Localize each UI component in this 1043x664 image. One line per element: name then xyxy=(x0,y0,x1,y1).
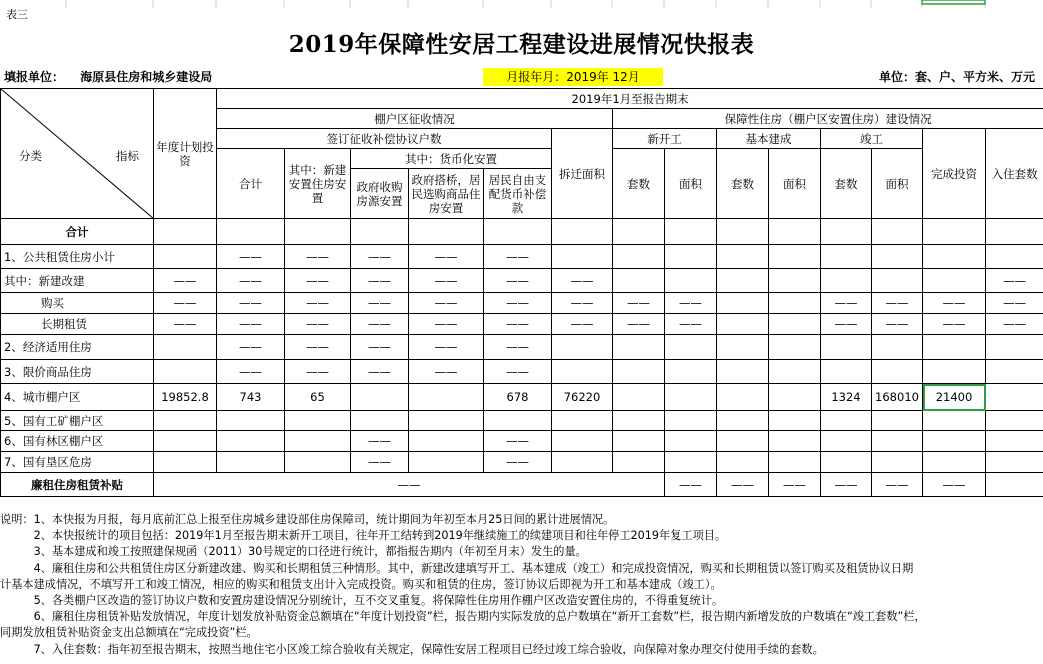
table-cell[interactable]: —— xyxy=(217,314,285,335)
table-cell[interactable] xyxy=(552,452,613,473)
table-cell[interactable] xyxy=(986,452,1043,473)
total-header: 合计 xyxy=(217,149,285,219)
row-label[interactable]: 5、国有工矿棚户区 xyxy=(1,411,154,431)
table-row xyxy=(1,360,1043,384)
completed-area-header: 面积 xyxy=(872,149,923,219)
table-cell[interactable] xyxy=(872,411,923,431)
table-cell[interactable] xyxy=(821,219,872,245)
table-cell[interactable] xyxy=(613,245,665,269)
table-cell[interactable] xyxy=(409,384,484,411)
table-cell[interactable]: —— xyxy=(217,245,285,269)
table-cell[interactable] xyxy=(717,219,769,245)
category-label: 分类 xyxy=(19,149,42,163)
table-cell[interactable] xyxy=(552,360,613,384)
table-cell[interactable] xyxy=(351,384,409,411)
table-row xyxy=(1,452,1043,473)
table-cell[interactable]: —— xyxy=(409,245,484,269)
table-cell[interactable] xyxy=(717,314,769,335)
table-cell[interactable] xyxy=(872,335,923,360)
table-cell[interactable] xyxy=(821,269,872,293)
progress-table xyxy=(0,88,1043,497)
occupied-header: 入住套数 xyxy=(986,129,1043,219)
table-cell[interactable] xyxy=(552,431,613,452)
table-cell[interactable] xyxy=(717,384,769,411)
table-cell[interactable]: 76220 xyxy=(552,384,613,411)
table-cell[interactable] xyxy=(217,431,285,452)
table-cell[interactable]: —— xyxy=(613,314,665,335)
table-cell[interactable] xyxy=(769,431,821,452)
completed-sets-header: 套数 xyxy=(821,149,872,219)
table-cell[interactable] xyxy=(665,411,717,431)
table-cell[interactable] xyxy=(986,360,1043,384)
table-cell[interactable]: —— xyxy=(154,269,217,293)
table-cell[interactable]: —— xyxy=(613,293,665,314)
table-cell[interactable] xyxy=(665,219,717,245)
table-cell[interactable]: 168010 xyxy=(872,384,923,411)
table-cell[interactable] xyxy=(665,360,717,384)
row-label[interactable]: 2、经济适用住房 xyxy=(1,335,154,360)
table-cell[interactable] xyxy=(409,452,484,473)
table-cell[interactable]: —— xyxy=(285,245,351,269)
table-cell[interactable] xyxy=(986,335,1043,360)
table-cell[interactable] xyxy=(217,452,285,473)
table-cell[interactable]: —— xyxy=(552,293,613,314)
table-cell[interactable] xyxy=(613,219,665,245)
table-cell[interactable] xyxy=(351,411,409,431)
table-cell[interactable] xyxy=(872,360,923,384)
table-cell[interactable] xyxy=(717,245,769,269)
table-cell[interactable] xyxy=(613,452,665,473)
table-cell[interactable] xyxy=(665,269,717,293)
table-cell[interactable]: 19852.8 xyxy=(154,384,217,411)
table-cell[interactable]: —— xyxy=(923,314,986,335)
table-cell[interactable] xyxy=(154,411,217,431)
table-cell[interactable]: —— xyxy=(217,293,285,314)
table-cell[interactable]: —— xyxy=(872,314,923,335)
table-cell[interactable]: —— xyxy=(552,314,613,335)
table-cell[interactable] xyxy=(872,269,923,293)
note-line: 2、本快报统计的项目包括：2019年1月至报告期末新开工项目，往年开工结转到2019年继续施工的续建项目和往年停工2019年复工项目。 xyxy=(0,529,727,543)
gov-bridge-header: 政府搭桥，居民选购商品住房安置 xyxy=(409,169,484,219)
table-cell[interactable]: 1324 xyxy=(821,384,872,411)
table-cell[interactable] xyxy=(717,452,769,473)
table-cell[interactable]: —— xyxy=(872,293,923,314)
table-cell[interactable]: —— xyxy=(217,335,285,360)
table-cell[interactable]: —— xyxy=(285,314,351,335)
table-cell[interactable] xyxy=(717,293,769,314)
reporting-unit-value: 海原县住房和城乡建设局 xyxy=(80,70,213,84)
table-cell[interactable] xyxy=(154,335,217,360)
table-cell[interactable] xyxy=(986,431,1043,452)
table-cell[interactable] xyxy=(821,411,872,431)
table-cell[interactable]: —— xyxy=(665,293,717,314)
table-cell[interactable] xyxy=(665,245,717,269)
note-line: 6、廉租住房租赁补贴发放情况，年度计划发放补贴资金总额填在“年度计划投资”栏，报告期内实际发放的总户数填在“新开工套数”栏，报告期内新增发放的户数填在“竣工套数”栏， xyxy=(0,610,926,624)
basic-header: 基本建成 xyxy=(717,129,821,149)
table-cell[interactable]: —— xyxy=(484,452,552,473)
table-cell[interactable] xyxy=(613,335,665,360)
table-cell[interactable]: —— xyxy=(665,473,717,497)
table-cell[interactable] xyxy=(217,219,285,245)
table-cell[interactable] xyxy=(613,431,665,452)
table-cell[interactable] xyxy=(923,269,986,293)
table-cell[interactable]: 743 xyxy=(217,384,285,411)
note-line: 计基本建成情况，不填写开工和竣工情况，相应的购买和租赁支出计入完成投资。购买和租赁的住房，签订协议后即视为开工和基本建成（竣工）。 xyxy=(0,577,722,591)
table-cell[interactable]: —— xyxy=(821,293,872,314)
table-cell[interactable] xyxy=(409,431,484,452)
table-cell[interactable] xyxy=(613,384,665,411)
note-line: 说明：1、本快报为月报，每月底前汇总上报至住房城乡建设部住房保障司，统计期间为年初至本月25日间的累计进展情况。 xyxy=(0,513,615,526)
table-cell[interactable]: —— xyxy=(351,293,409,314)
table-cell[interactable] xyxy=(769,219,821,245)
table-cell[interactable] xyxy=(821,245,872,269)
table-cell[interactable] xyxy=(986,411,1043,431)
table-cell[interactable]: —— xyxy=(821,473,872,497)
notes-section xyxy=(0,512,1043,658)
table-cell[interactable] xyxy=(821,431,872,452)
table-cell[interactable]: —— xyxy=(409,314,484,335)
row-label[interactable]: 3、限价商品住房 xyxy=(1,360,154,384)
completed-header: 竣工 xyxy=(821,129,923,149)
table-cell[interactable] xyxy=(769,293,821,314)
note-line: 7、入住套数：指年初至报告期末，按照当地住宅小区竣工综合验收有关规定，保障性安居工程项目已经过竣工综合验收，向保障对象办理交付使用手续的套数。 xyxy=(0,642,824,656)
self-buy-header: 居民自由支配货币补偿款 xyxy=(484,169,552,219)
table-cell[interactable] xyxy=(923,219,986,245)
construction-header: 保障性住房（棚户区安置住房）建设情况 xyxy=(613,109,1043,129)
table-cell[interactable] xyxy=(986,473,1043,497)
monetary-header: 其中：货币化安置 xyxy=(351,149,552,169)
table-row xyxy=(1,431,1043,452)
table-cell[interactable]: 678 xyxy=(484,384,552,411)
table-cell[interactable]: —— xyxy=(154,293,217,314)
table-cell[interactable] xyxy=(665,384,717,411)
table-cell[interactable]: —— xyxy=(217,360,285,384)
category-indicator-header xyxy=(1,89,154,219)
table-cell[interactable] xyxy=(769,360,821,384)
table-cell[interactable] xyxy=(665,431,717,452)
table-cell[interactable] xyxy=(872,219,923,245)
table-cell[interactable] xyxy=(154,431,217,452)
table-cell[interactable] xyxy=(923,360,986,384)
merged-cell[interactable]: —— xyxy=(154,473,665,497)
table-cell[interactable]: —— xyxy=(717,473,769,497)
table-cell[interactable] xyxy=(717,335,769,360)
row-label[interactable]: 廉租住房租赁补贴 xyxy=(1,473,154,497)
row-label[interactable]: 4、城市棚户区 xyxy=(1,384,154,411)
table-row xyxy=(1,269,1043,293)
table-row xyxy=(1,245,1043,269)
table-cell[interactable] xyxy=(923,411,986,431)
table-cell[interactable] xyxy=(285,452,351,473)
reporting-unit-label: 填报单位： xyxy=(4,70,65,84)
table-cell[interactable] xyxy=(665,335,717,360)
table-cell[interactable]: —— xyxy=(351,452,409,473)
table-cell[interactable] xyxy=(285,431,351,452)
new-build-header: 其中：新建安置住房安置 xyxy=(285,149,351,219)
new-start-area-header: 面积 xyxy=(665,149,717,219)
table-body xyxy=(1,219,1043,497)
table-cell[interactable]: —— xyxy=(484,293,552,314)
row-label[interactable]: 长期租赁 xyxy=(1,314,154,335)
table-cell[interactable] xyxy=(484,411,552,431)
table-cell[interactable] xyxy=(409,219,484,245)
table-cell[interactable]: —— xyxy=(351,245,409,269)
table-cell[interactable] xyxy=(351,219,409,245)
table-cell[interactable]: —— xyxy=(351,314,409,335)
table-cell[interactable] xyxy=(769,314,821,335)
table-cell[interactable]: —— xyxy=(285,335,351,360)
table-cell[interactable] xyxy=(409,411,484,431)
table-row-subsidy xyxy=(1,473,1043,497)
table-cell[interactable]: 21400 xyxy=(923,384,986,411)
table-cell[interactable]: —— xyxy=(409,335,484,360)
shanty-header: 棚户区征收情况 xyxy=(217,109,613,129)
table-cell[interactable]: —— xyxy=(923,473,986,497)
table-cell[interactable]: —— xyxy=(409,269,484,293)
table-cell[interactable] xyxy=(613,360,665,384)
table-cell[interactable] xyxy=(154,219,217,245)
table-cell[interactable]: —— xyxy=(285,360,351,384)
table-cell[interactable] xyxy=(769,411,821,431)
table-cell[interactable] xyxy=(872,452,923,473)
table-cell[interactable]: —— xyxy=(484,314,552,335)
table-cell[interactable] xyxy=(154,360,217,384)
units-label: 单位：套、户、平方米、万元 xyxy=(878,70,1035,84)
table-cell[interactable] xyxy=(613,411,665,431)
table-cell[interactable]: —— xyxy=(285,269,351,293)
table-cell[interactable] xyxy=(484,219,552,245)
table-cell[interactable] xyxy=(872,431,923,452)
new-start-sets-header: 套数 xyxy=(613,149,665,219)
table-cell[interactable]: —— xyxy=(484,335,552,360)
table-cell[interactable]: —— xyxy=(351,335,409,360)
table-cell[interactable]: —— xyxy=(986,269,1043,293)
table-row xyxy=(1,219,1043,245)
table-cell[interactable] xyxy=(217,411,285,431)
annual-plan-header: 年度计划投资 xyxy=(154,89,217,219)
table-cell[interactable] xyxy=(613,269,665,293)
table-cell[interactable] xyxy=(665,452,717,473)
indicator-label: 指标 xyxy=(116,149,139,163)
table-cell[interactable] xyxy=(769,335,821,360)
table-row xyxy=(1,293,1043,314)
table-cell[interactable] xyxy=(923,335,986,360)
table-cell[interactable] xyxy=(552,411,613,431)
table-cell[interactable]: —— xyxy=(217,269,285,293)
gov-purchase-header: 政府收购房源安置 xyxy=(351,169,409,219)
reporting-unit xyxy=(4,68,212,86)
table-cell[interactable] xyxy=(717,360,769,384)
report-month[interactable]: 月报年月：2019年 12月 xyxy=(483,68,663,86)
table-cell[interactable]: —— xyxy=(665,314,717,335)
table-cell[interactable] xyxy=(552,219,613,245)
table-cell[interactable]: —— xyxy=(484,245,552,269)
period-header: 2019年1月至报告期末 xyxy=(217,89,1043,109)
table-cell[interactable] xyxy=(986,384,1043,411)
basic-area-header: 面积 xyxy=(769,149,821,219)
invest-header: 完成投资 xyxy=(923,129,986,219)
table-cell[interactable]: —— xyxy=(154,314,217,335)
table-cell[interactable]: —— xyxy=(769,473,821,497)
table-cell[interactable] xyxy=(986,245,1043,269)
table-cell[interactable] xyxy=(717,411,769,431)
table-cell[interactable] xyxy=(821,360,872,384)
table-cell[interactable] xyxy=(821,452,872,473)
table-cell[interactable] xyxy=(821,335,872,360)
table-cell[interactable]: —— xyxy=(484,269,552,293)
table-cell[interactable] xyxy=(717,431,769,452)
report-title: 2019年保障性安居工程建设进展情况快报表 xyxy=(288,31,755,58)
table-cell[interactable]: —— xyxy=(409,293,484,314)
table-cell[interactable]: 65 xyxy=(285,384,351,411)
table-cell[interactable]: —— xyxy=(872,473,923,497)
table-cell[interactable]: —— xyxy=(285,293,351,314)
agreements-header: 签订征收补偿协议户数 xyxy=(217,129,552,149)
row-label[interactable]: 购买 xyxy=(1,293,154,314)
note-line: 3、基本建成和竣工按照建保规函（2011）30号规定的口径进行统计，都指报告期内（年初至月末）发生的量。 xyxy=(0,545,587,559)
note-line: 同期发放租赁补贴资金支出总额填在“完成投资”栏。 xyxy=(0,626,258,640)
table-cell[interactable]: —— xyxy=(351,431,409,452)
row-label[interactable]: 其中：新建改建 xyxy=(1,269,154,293)
new-start-header: 新开工 xyxy=(613,129,717,149)
table-cell[interactable] xyxy=(154,245,217,269)
note-line: 5、各类棚户区改造的签订协议户数和安置房建设情况分别统计，互不交叉重复。将保障性住房用作棚户区改造安置住房的，不得重复统计。 xyxy=(0,594,724,608)
table-row xyxy=(1,384,1043,411)
table-row xyxy=(1,411,1043,431)
table-cell[interactable] xyxy=(769,384,821,411)
demolition-header: 拆迁面积 xyxy=(552,129,613,219)
row-label[interactable]: 合计 xyxy=(1,219,154,245)
table-cell[interactable]: —— xyxy=(484,360,552,384)
table-cell[interactable]: —— xyxy=(923,293,986,314)
table-cell[interactable]: —— xyxy=(986,293,1043,314)
table-cell[interactable]: —— xyxy=(484,431,552,452)
table-cell[interactable]: —— xyxy=(351,269,409,293)
basic-sets-header: 套数 xyxy=(717,149,769,219)
table-cell[interactable] xyxy=(552,245,613,269)
table-cell[interactable] xyxy=(285,219,351,245)
table-cell[interactable] xyxy=(769,269,821,293)
table-cell[interactable] xyxy=(552,335,613,360)
column-gridlines xyxy=(0,0,1043,8)
table-cell[interactable] xyxy=(285,411,351,431)
table-cell[interactable]: —— xyxy=(821,314,872,335)
table-row xyxy=(1,335,1043,360)
table-cell[interactable]: —— xyxy=(351,360,409,384)
table-cell[interactable]: —— xyxy=(986,314,1043,335)
table-cell[interactable] xyxy=(769,452,821,473)
table-row xyxy=(1,314,1043,335)
table-cell[interactable] xyxy=(154,452,217,473)
table-cell[interactable] xyxy=(717,269,769,293)
sheet-label: 表三 xyxy=(6,8,28,21)
table-cell[interactable] xyxy=(872,245,923,269)
table-cell[interactable] xyxy=(923,431,986,452)
table-cell[interactable]: —— xyxy=(552,269,613,293)
table-cell[interactable] xyxy=(986,219,1043,245)
note-line: 4、廉租住房和公共租赁住房区分新建改建、购买和长期租赁三种情形。其中，新建改建填写开工、基本建成（竣工）和完成投资情况，购买和长期租赁以签订购买及租赁协议日期 xyxy=(0,561,914,575)
table-cell[interactable]: —— xyxy=(409,360,484,384)
row-label[interactable]: 1、公共租赁住房小计 xyxy=(1,245,154,269)
table-cell[interactable] xyxy=(923,452,986,473)
row-label[interactable]: 7、国有垦区危房 xyxy=(1,452,154,473)
table-cell[interactable] xyxy=(923,245,986,269)
table-cell[interactable] xyxy=(769,245,821,269)
row-label[interactable]: 6、国有林区棚户区 xyxy=(1,431,154,452)
